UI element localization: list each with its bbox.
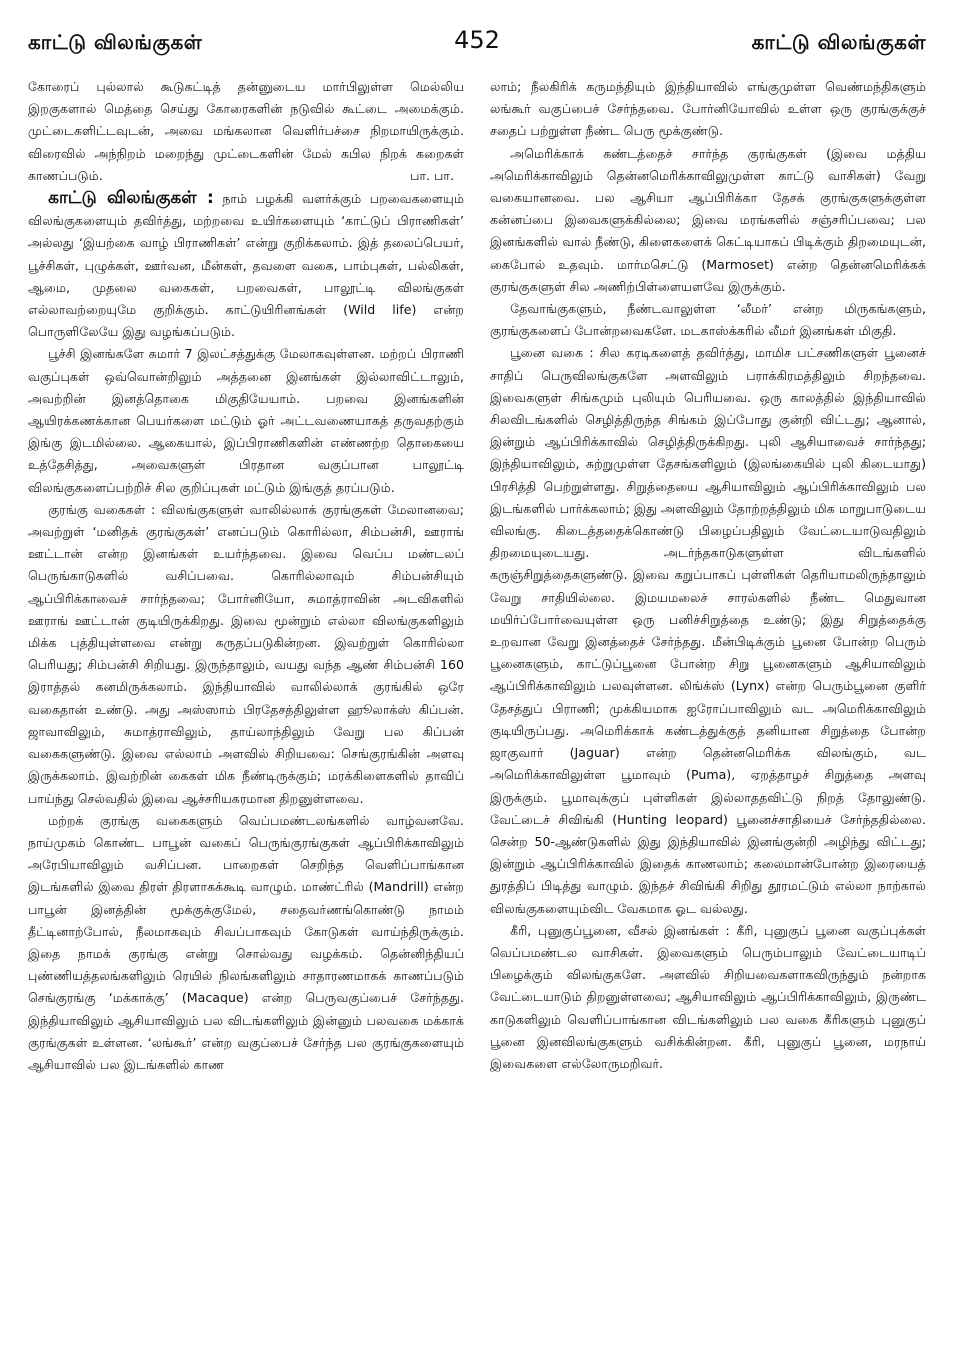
entry-paragraph [28,187,464,343]
running-title-right: காட்டு விலங்குகள் [751,30,926,54]
page-number: 452 [454,26,500,54]
paragraph: அமெரிக்காக் கண்டத்தைச் சார்ந்த குரங்குகள் (இவை மத்திய அமெரிக்காவிலும் தென்னமெரிக்காவிலுமுள்ள காட்டு வாசிகள்) வேறு வகையானவை. பல ஆசியா ஆப்பிரிக்கா தேசக் குரங்குகளுக்குள்ள கன்னப்பை இவைகளுக்கில்லை; இவை மரங்களில் சஞ்சரிப்பவை; பல இனங்களில் வால் நீண்டு, கிளைகளைக் கெட்டியாகப் பிடிக்கும் திறமையுடன், கைபோல் உதவும். மார்மசெட்டு (Marmoset) என்ற தென்னமெரிக்கக் குரங்குகளுள் சில அணிற்பிள்ளையளவே இருக்கும். [490,145,926,294]
paragraph-text: நாம் பழக்கி வளர்க்கும் பறவைகளையும் விலங்குகளையும் தவிர்த்து, மற்றவை உயிர்களையும் ‘காட்டுப் பிராணிகள்’ அல்லது ‘இயற்கை வாழ் பிராணிகள்’ என்று குறிக்கலாம். இத் தலைப்பெயர், பூச்சிகள், புழுக்கள், ஊர்வன, மீன்கள், தவளை வகை, பாம்புகள், பல்லிகள், ஆமை, முதலை வகைகள், பறவைகள், பாலூட்டி விலங்குகள் எல்லாவற்றையுமே குறிக்கும். காட்டுயிரினங்கள் (Wild life) என்ற பொருளிலேயே இது வழங்கப்படும். [28,191,464,340]
text-columns [28,76,926,1346]
paragraph: குரங்கு வகைகள் : விலங்குகளுள் வாலில்லாக் குரங்குகள் மேலானவை; அவற்றுள் ‘மனிதக் குரங்குகள்’ எனப்படும் கொரில்லா, சிம்பன்சி, ஊராங் ஊட்டான் என்ற இனங்கள் உயர்ந்தவை. இவை வெப்ப மண்டலப் பெருங்காடுகளில் வசிப்பவை. கொரில்லாவும் சிம்பன்சியும் ஆப்பிரிக்காவைச் சார்ந்தவை; போர்னியோ, சுமாத்ராவின் அடவிகளில் ஊராங் ஊட்டான் குடியிருக்கிறது. இவை மூன்றும் எல்லா விலங்குகளிலும் மிக்க புத்தியுள்ளவை என்று கருதப்படுகின்றன. இவற்றுள் கொரில்லா பெரியது; சிம்பன்சி சிறியது. இருந்தாலும், வயது வந்த ஆண் சிம்பன்சி 160 இராத்தல் கனமிருக்கலாம். இந்தியாவில் வாலில்லாக் குரங்கில் ஒரே வகைதான் உண்டு. அது அஸ்ஸாம் பிரதேசத்திலுள்ள ஹூலாக்ஸ் கிப்பன். ஜாவாவிலும், சுமாத்ராவிலும், தாய்லாந்திலும் வேறு பல கிப்பன் வகைகளுண்டு. இவை எல்லாம் அளவில் சிறியவை: செங்குரங்கின் அளவு இருக்கலாம். இவற்றின் கைகள் மிக நீண்டிருக்கும்; மரக்கிளைகளில் தாவிப் பாய்ந்து செல்வதில் இவை ஆச்சரியகரமான திறனுள்ளவை. [28,501,464,806]
paragraph: தேவாங்குகளும், நீண்டவாலுள்ள ‘லீமர்’ என்ற மிருகங்களும், குரங்குகளைப் போன்றவைகளே. மடகாஸ்க்கரில் லீமர் இனங்கள் மிகுதி. [490,301,926,339]
running-title-left: காட்டு விலங்குகள் [28,30,203,54]
right-column [490,76,926,1346]
author-initials: பா. பா. [410,167,454,183]
entry-headword: காட்டு விலங்குகள் : [48,188,214,209]
left-column [28,76,464,1346]
paragraph: லாம்; நீலகிரிக் கருமந்தியும் இந்தியாவில் எங்குமுள்ள வெண்மந்திகளும் லங்கூர் வகுப்பைச் சேர்ந்தவை. போர்னியோவில் உள்ள ஒரு குரங்குக்குச் சதைப் பற்றுள்ள நீண்ட பெரு மூக்குண்டு. [490,79,926,139]
paragraph-text: கோரைப் புல்லால் கூடுகட்டித் தன்னுடைய மார்பிலுள்ள மெல்லிய இறகுகளால் மெத்தை செய்து கோரைகளின் நடுவில் கூட்டை அமைக்கும். முட்டைகளிட்டவுடன், அவை மங்கலான வெளிர்பச்சை நிறமாயிருக்கும். விரைவில் அந்நிறம் மறைந்து முட்டைகளின் மேல் கபில நிறக் கறைகள் காணப்படும். [28,79,464,183]
page-header [28,26,926,76]
paragraph: கீரி, புனுகுப்பூனை, வீசல் இனங்கள் : கீரி, புனுகுப் பூனை வகுப்புக்கள் வெப்பமண்டல வாசிகள். இவைகளும் பெரும்பாலும் வேட்டையாடிப் பிழைக்கும் விலங்குகளே. அளவில் சிறியவைகளாகவிருந்தும் நன்றாக வேட்டையாடும் திறனுள்ளவை; ஆசியாவிலும் ஆப்பிரிக்காவிலும், இருண்ட காடுகளிலும் வெளிப்பாங்கான விடங்களிலும் பல வகை கீரிகளும் புனுகுப் பூனை இனவிலங்குகளும் வசிக்கின்றன. கீரி, புனுகுப் பூனை, மரநாய் இவைகளை எல்லோருமறிவர். [490,922,926,1071]
paragraph [28,76,464,187]
paragraph: பூனை வகை : சில கரடிகளைத் தவிர்த்து, மாமிச பட்சணிகளுள் பூனைச் சாதிப் பெருவிலங்குகளே அளவிலும் பராக்கிரமத்திலும் சிறந்தவை. இவைகளுள் சிங்கமும் புலியும் பெரியவை. ஒரு காலத்தில் இந்தியாவில் சிலவிடங்களில் செழித்திருந்த சிங்கம் இப்போது குன்றி விட்டது; ஆனால், இன்றும் ஆப்பிரிக்காவில் செழித்திருக்கிறது. புலி ஆசியாவைச் சார்ந்தது; இந்தியாவிலும், சுற்றுமுள்ள தேசங்களிலும் (இலங்கையில் புலி கிடையாது) பிரசித்தி பெற்றுள்ளது. சிறுத்தையை ஆசியாவிலும் ஆப்பிரிக்காவிலும் பல இடங்களில் பார்க்கலாம்; இது அளவிலும் தோற்றத்திலும் மிக மாறுபாடுடைய விலங்கு. கிடைத்ததைக்கொண்டு பிழைப்பதிலும் வேட்டையாடுவதிலும் திறமையுடையது. அடர்ந்தகாடுகளுள்ள விடங்களில் கருஞ்சிறுத்தைகளுண்டு. இவை கறுப்பாகப் புள்ளிகள் தெரியாமலிருந்தாலும் வேறு சாதியில்லை. இமயமலைச் சாரல்களில் நீண்ட மெதுவான மயிர்ப்போர்வையுள்ள ஒரு பனிச்சிறுத்தை உண்டு; இது சிறுத்தைக்கு உறவான வேறு இனத்தைச் சேர்ந்தது. மீன்பிடிக்கும் பூனை போன்ற பெரும் பூனைகளும், காட்டுப்பூனை போன்ற சிறு பூனைகளும் ஆசியாவிலும் ஆப்பிரிக்காவிலும் பலவுள்ளன. லிங்க்ஸ் (Lynx) என்ற பெரும்பூனை குளிர் தேசத்துப் பிராணி; முக்கியமாக ஐரோப்பாவிலும் வட அமெரிக்காவிலும் குடியிருப்பது. அமெரிக்காக் கண்டத்துக்குத் தனியான சிறுத்தை போன்ற ஜாகுவார் (Jaguar) என்ற தென்னமெரிக்க விலங்கும், வட அமெரிக்காவிலுள்ள பூமாவும் (Puma), ஏறத்தாழச் சிறுத்தை அளவு இருக்கும். பூமாவுக்குப் புள்ளிகள் இல்லாததவிட்டு நிறத் தோலுண்டு. வேட்டைச் சிவிங்கி (Hunting leopard) பூனைச்சாதியைச் சேர்ந்ததில்லை. சென்ற 50-ஆண்டுகளில் இது இந்தியாவில் இனங்குன்றி அழிந்து விட்டது; இன்றும் ஆப்பிரிக்காவில் இதைக் காணலாம்; கலைமான்போன்ற இரையைத் துரத்திப் பிடித்து வாழும். இந்தச் சிவிங்கி சிறிது தூரமட்டும் எல்லா நாற்கால் விலங்குகளையும்விட வேகமாக ஓட வல்லது. [490,345,926,916]
paragraph: மற்றக் குரங்கு வகைகளும் வெப்பமண்டலங்களில் வாழ்வனவே. நாய்முகம் கொண்ட பாபூன் வகைப் பெருங்குரங்குகள் ஆப்பிரிக்காவிலும் அரேபியாவிலும் வசிப்பன. பாறைகள் செறிந்த வெளிப்பாங்கான இடங்களில் இவை திரள் திரளாகக்கூடி வாழும். மாண்ட்ரில் (Mandrill) என்ற பாபூன் இனத்தின் மூக்குக்குமேல், சதைவர்ணங்கொண்டு நாமம் தீட்டினாற்போல், நீலமாகவும் சிவப்பாகவும் கோடுகள் வாய்ந்திருக்கும். இதை நாமக் குரங்கு என்று சொல்வது வழக்கம். தென்னிந்தியப் புண்ணியத்தலங்களிலும் ரெயில் நிலங்களிலும் சாதாரணமாகக் காணப்படும் செங்குரங்கு ‘மக்காக்கு’ (Macaque) என்ற பெருவகுப்பைச் சேர்ந்தது. இந்தியாவிலும் ஆசியாவிலும் பல விடங்களிலும் இன்னும் பலவகை மக்காக் குரங்குகள் உள்ளன. ‘லங்கூர்’ என்ற வகுப்பைச் சேர்ந்த பல குரங்குகளையும் ஆசியாவில் பல இடங்களில் காண [28,812,464,1072]
paragraph: பூச்சி இனங்களே சுமார் 7 இலட்சத்துக்கு மேலாகவுள்ளன. மற்றப் பிராணி வகுப்புகள் ஒவ்வொன்றிலும் அத்தனை இனங்கள் இல்லாவிட்டாலும், அவற்றின் இனத்தொகை மிகுதியேயாம். பறவை இனங்களின் ஆயிரக்கணக்கான பெயர்களை மட்டும் ஓர் அட்டவணையாகத் தருவதற்கும் இங்கு இடமில்லை. ஆகையால், இப்பிராணிகளின் எண்ணற்ற தொகையை உத்தேசித்து, அவைகளுள் பிரதான வகுப்பான பாலூட்டி விலங்குகளைப்பற்றிச் சில குறிப்புகள் மட்டும் இங்குத் தரப்படும். [28,346,464,495]
